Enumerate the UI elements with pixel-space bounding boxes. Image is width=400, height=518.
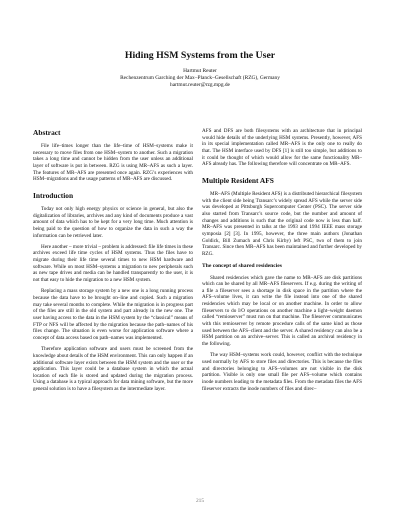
author-email: hartmut.reuter@rzg.mpg.de xyxy=(170,82,230,88)
body-paragraph: Today not only high energy physics or science in general, but also the digitalization of libraries, archives and any kind of documents produce a vast amount of data which has to be kept for a very long time. Much attention is being paid to the question of how to organize the data in such a way the information can be retrieved later. xyxy=(33,205,193,239)
author-name: Hartmut Reuter xyxy=(183,68,217,74)
author-affiliation: Rechenzentrum Garching der Max–Planck–Gesellschaft (RZG), Germany xyxy=(120,75,280,81)
body-paragraph: MR–AFS (Multiple Resident AFS) is a distributed hierarchical filesystem with the client side being Transarc’s widely spread AFS while the server side was developed at Pittsburgh Supercomputer Center (PSC). The server side also started from Transarc’s source code, but the number and amount of changes and additions is such that the original code now is less than half. MR–AFS was presented in talks at the 1993 and 1994 IEEE mass storage symposia [2] [3]. In 1995, however, the three main authors (Jonathan Goldick, Bill Zumach and Chris Kirby) left PSC, two of them to join Transarc. Since then MR–AFS has been maintained and further developed by RZG. xyxy=(202,190,362,257)
right-column xyxy=(202,128,362,397)
body-paragraph: Here another – more trivial – problem is addressed: file life times in these archives exceed life time cycles of HSM systems. Thus the files have to migrate during their life time several times to new HSM hardware and software. While on most HSM–systems a migration to new peripherals such as new tape drives and media can be handled transparently to the user, it is not that easy to hide the migration to a new HSM system. xyxy=(33,243,193,284)
body-paragraph: Therefore application software and users must be screened from the knowledge about details of the HSM environment. This can only happen if an additional software layer exists between the HSM system and the user or the application. This layer could be a database system in which the actual location of each file is stored and updated during the migration process. Using a database is a typical approach for data mining software, but the more general solution is to have a filesystem as the intermediate layer. xyxy=(33,346,193,393)
body-paragraph: AFS and DFS are both filesystems with an architecture that in principal would hide details of the underlying HSM systems. Presently, however, AFS in its special implementation called MR–AFS is the only one to really do that. The HSM interface used by DFS [1] is still too simple, but additions to it could be thought of which would allow for the same functionality MR–AFS already has. The following therefore will concentrate on MR–AFS. xyxy=(202,128,362,168)
paper-title: Hiding HSM Systems from the User xyxy=(124,50,276,61)
body-paragraph: Shared residencies which gave the name to MR–AFS are disk partitions which can be shared by all MR–AFS fileservers. If e.g. during the writing of a file a fileserver sees a shortage in disk space in the partition where the AFS–volume lives, it can write the file instead into one of the shared residencies which may be local or on another machine. In order to allow fileservers to do I/O operations on another machine a light–weight daemon called “remioserver” must run on that machine. The fileserver communicates with this remioserver by remote procedure calls of the same kind as those used between the AFS–client and the server. A shared residency can also be a HSM partition on an archive–server. This is called an archival residency in the following. xyxy=(202,274,362,348)
left-column xyxy=(33,128,193,397)
body-paragraph: Replacing a mass storage system by a new one is a long running process because the data have to be brought on–line and copied. Such a migration may take several months to complete. While the migration is in progress part of the files are still in the old system and part already in the new one. The user having access to the data in the HSM system by the “classical” means of FTP or NFS will be affected by the migration because the path–names of his files change. The situation is even worse for application software where a concept of data access based on path–names was implemented. xyxy=(33,288,193,341)
section-heading: Multiple Resident AFS xyxy=(202,175,274,185)
section-heading: Introduction xyxy=(33,190,74,200)
subsection-heading: The concept of shared residencies xyxy=(202,262,282,269)
body-paragraph: The way HSM–systems work could, however, conflict with the technique used normally by AFS to store files and directories. This is because the files and directories belonging to AFS–volumes are not visible in the disk partition. Visible is only one small file per AFS–volume which contains inode numbers leading to the metadata files. From the metadata files the AFS fileserver extracts the inode numbers of files and direc– xyxy=(202,352,362,392)
page-number: 215 xyxy=(195,498,205,504)
body-paragraph: File life–times longer than the life–time of HSM–systems make it necessary to move files from one HSM–system to another. Such a migration takes a long time and cannot be hidden from the user unless an additional layer of software is put in between. RZG is using MR–AFS as such a layer. The features of MR–AFS are presented once again. RZG’s experiences with HSM–migrations and the usage patterns of MR–AFS are discussed. xyxy=(33,143,193,183)
section-heading: Abstract xyxy=(33,128,61,137)
